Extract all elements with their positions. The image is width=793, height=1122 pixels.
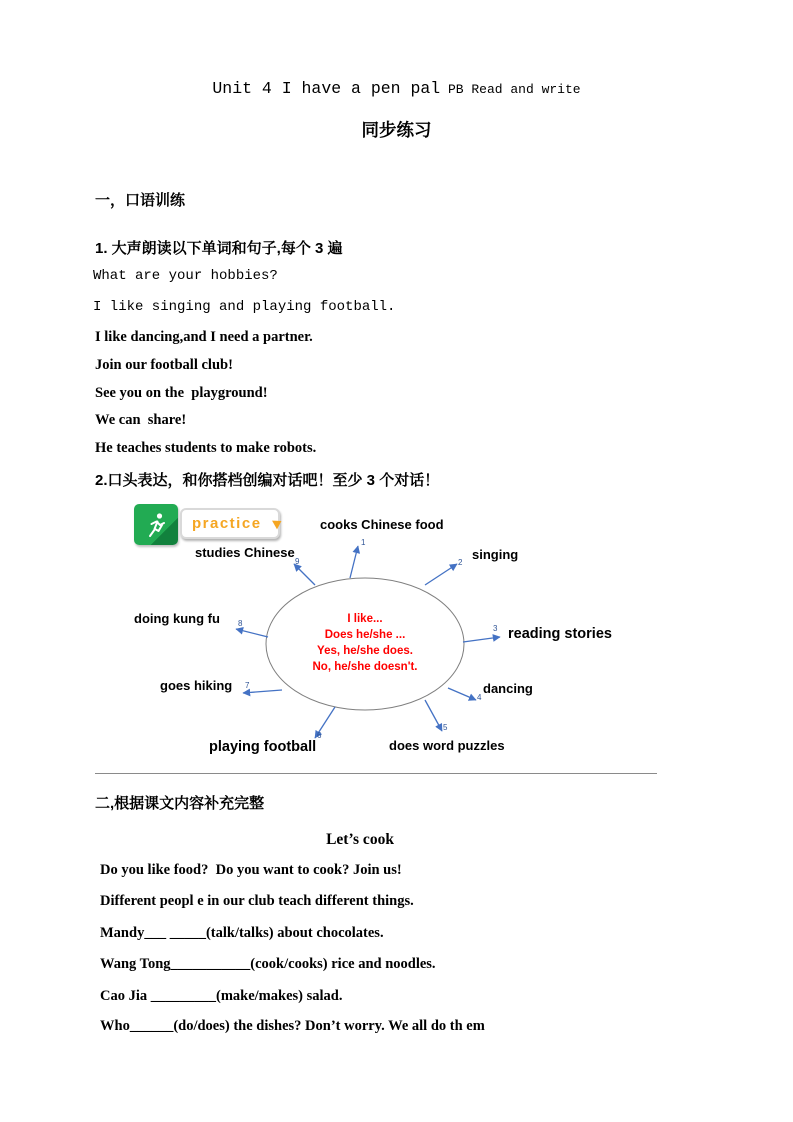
arrow-number: 3: [493, 624, 498, 633]
fill-blank-line: Who______(do/does) the dishes? Don’t worry. We all do th em: [100, 1018, 485, 1034]
read-line-3: I like dancing,and I need a partner.: [95, 329, 313, 345]
fill-blank-line: Cao Jia _________(make/makes) salad.: [100, 988, 343, 1004]
hobby-mind-map: [95, 500, 657, 774]
page-title: [0, 79, 793, 98]
page-title-main: Unit 4 I have a pen pal: [212, 79, 441, 98]
task-2: 2.口头表达，和你搭档创编对话吧！至少 3 个对话！: [95, 472, 440, 489]
hobby-label-playing-football: playing football: [209, 739, 317, 755]
hobby-label-goes-hiking: goes hiking: [160, 678, 233, 693]
arrow-number: 1: [361, 538, 366, 547]
center-line-3: Yes, he/she does.: [317, 645, 413, 657]
practice-cube-icon: [134, 504, 178, 545]
arrow-number: 6: [317, 731, 322, 740]
practice-label: practice: [192, 515, 262, 532]
hobby-label-singing: singing: [472, 547, 519, 562]
arrow-cooks-chinese-food: [350, 546, 358, 578]
read-line-2: I like singing and playing football.: [93, 299, 396, 315]
section2-heading: 二,根据课文内容补充完整: [95, 795, 265, 812]
fill-blank-line: Mandy___ _____(talk/talks) about chocolates.: [100, 925, 384, 941]
read-line-1: What are your hobbies?: [93, 268, 278, 284]
center-line-4: No, he/she doesn't.: [312, 661, 418, 673]
hobby-label-doing-kung-fu: doing kung fu: [134, 611, 220, 626]
page-subtitle: 同步练习: [361, 120, 432, 140]
read-line-5: See you on the playground!: [95, 385, 268, 401]
arrow-number: 4: [477, 693, 482, 702]
arrow-number: 8: [238, 619, 243, 628]
arrow-singing: [425, 564, 457, 585]
fill-blank-line: Do you like food? Do you want to cook? Join us!: [100, 862, 402, 878]
passage-title: Let’s cook: [326, 831, 394, 848]
hobby-label-studies-chinese: studies Chinese: [195, 545, 295, 560]
section1-heading: 一，口语训练: [95, 192, 186, 209]
arrow-number: 2: [458, 558, 463, 567]
center-prompt: [273, 611, 457, 675]
hobby-label-reading-stories: reading stories: [508, 626, 612, 642]
arrow-dancing: [448, 688, 476, 700]
arrow-reading-stories: [463, 637, 500, 642]
hobby-label-cooks-chinese-food: cooks Chinese food: [320, 517, 444, 532]
arrow-goes-hiking: [243, 690, 282, 693]
runner-icon: [142, 511, 170, 539]
read-line-7: He teaches students to make robots.: [95, 440, 317, 456]
read-line-6: We can share!: [95, 412, 187, 428]
fill-blank-line: Wang Tong___________(cook/cooks) rice and noodles.: [100, 956, 436, 972]
fill-blank-line: Different peopl e in our club teach different things.: [100, 893, 414, 909]
hobby-label-does-word-puzzles: does word puzzles: [389, 738, 505, 753]
arrow-doing-kung-fu: [236, 629, 268, 637]
arrow-number: 9: [295, 557, 300, 566]
practice-badge: [180, 508, 280, 539]
arrow-number: 5: [443, 723, 448, 732]
center-line-2: Does he/she ...: [324, 629, 406, 641]
task-1: 1. 大声朗读以下单词和句子,每个 3 遍: [95, 240, 343, 257]
center-line-1: I like...: [347, 613, 383, 625]
read-line-4: Join our football club!: [95, 357, 233, 373]
page-title-tail: PB Read and write: [440, 82, 581, 97]
arrow-number: 7: [245, 681, 250, 690]
hobby-label-dancing: dancing: [483, 681, 533, 696]
arrow-does-word-puzzles: [425, 700, 442, 731]
arrow-studies-chinese: [294, 564, 315, 585]
